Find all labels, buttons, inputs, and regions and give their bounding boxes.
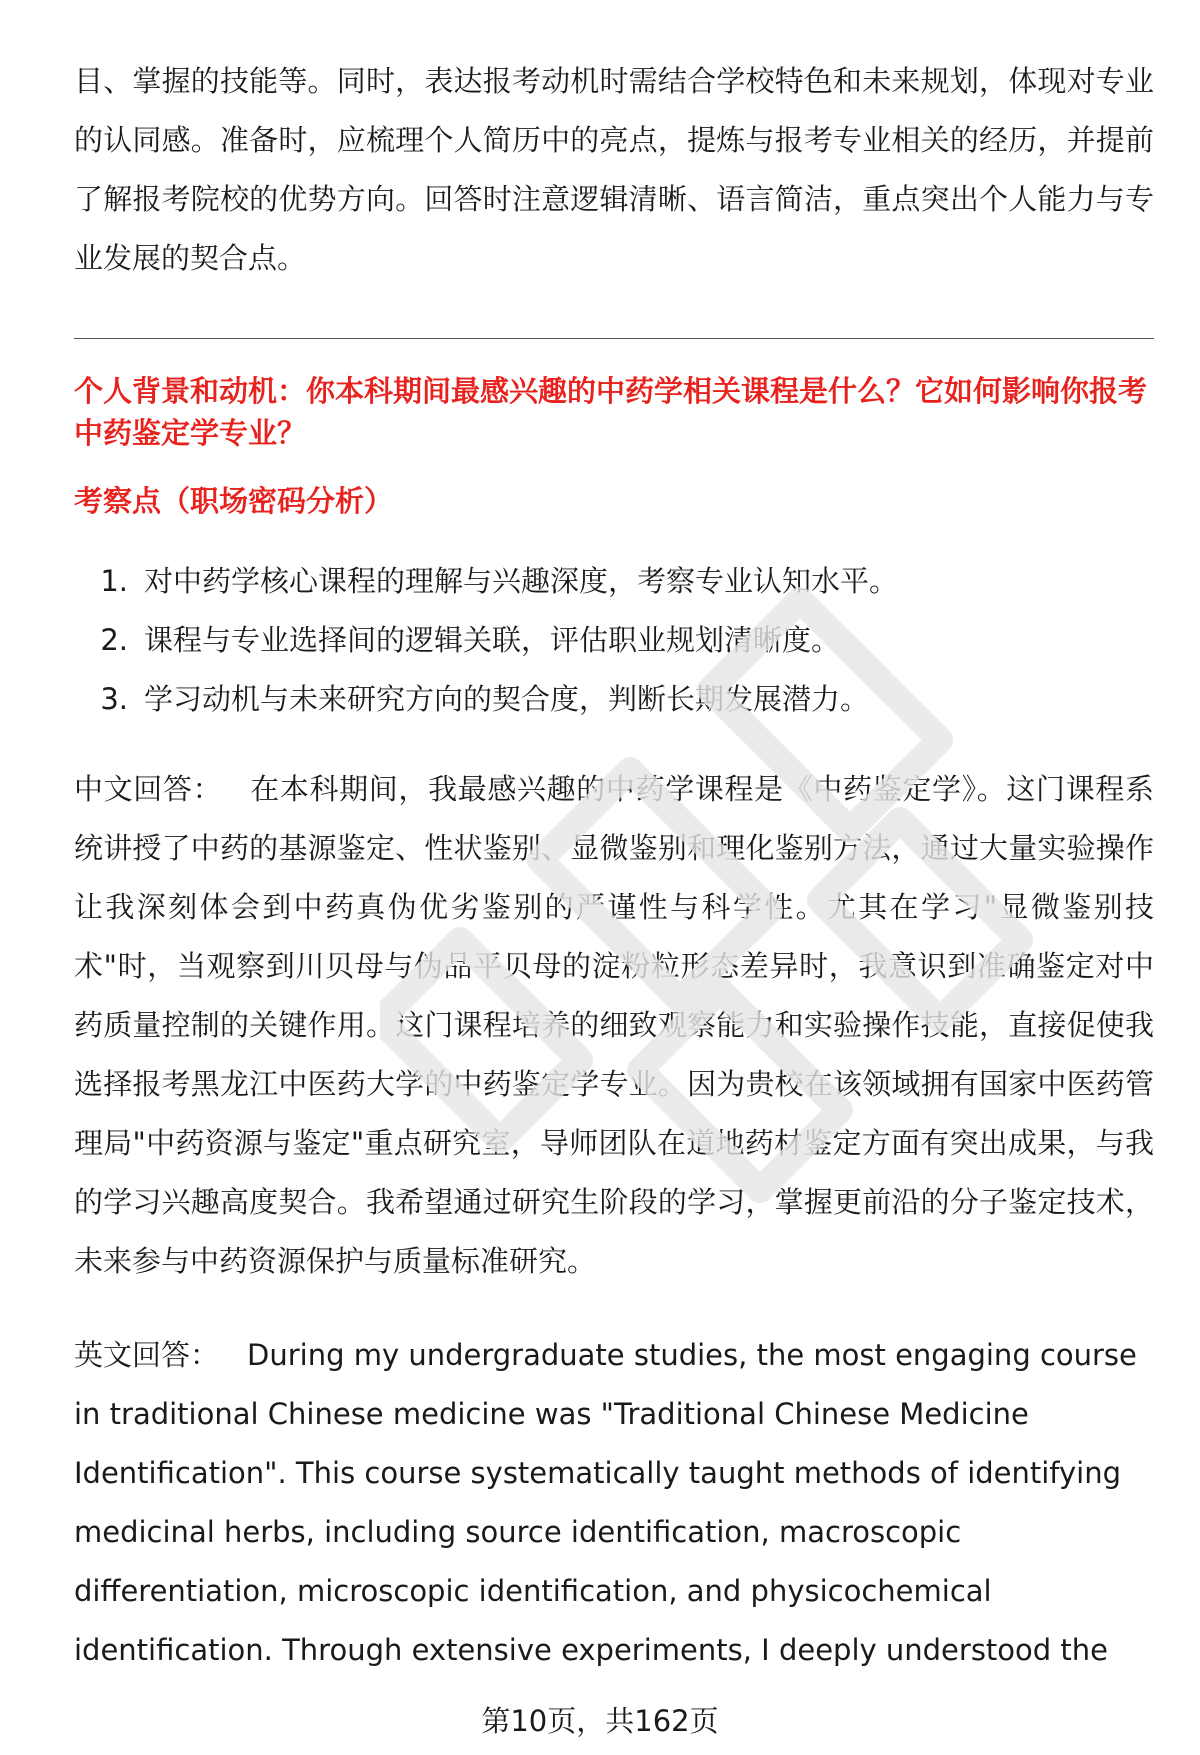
list-item-text: 学习动机与未来研究方向的契合度，判断长期发展潜力。 [144,682,870,716]
list-item-number: 2. [100,623,128,657]
document-page [74,0,1154,1755]
page-footer: 第10页，共162页 [481,1704,719,1738]
english-answer-text: During my undergraduate studies, the most engaging course in traditional Chinese medicine was "Traditional Chinese Medicine Identification". This course systematically taught methods of identifying medicinal herbs, including source identification, macroscopic differentiation, microscopic identification, and physicochemical identification. Through extensive experiments, I deeply understood the [74,1338,1137,1667]
list-item [74,611,1154,670]
section-divider [74,338,1154,339]
list-item-number: 1. [100,564,128,598]
list-item-text: 对中药学核心课程的理解与兴趣深度，考察专业认知水平。 [144,564,899,598]
english-answer [74,1326,1154,1680]
focus-points-list [74,552,1154,729]
list-item [74,670,1154,729]
list-item [74,552,1154,611]
focus-heading: 考察点（职场密码分析） [74,484,394,518]
question-title: 个人背景和动机：你本科期间最感兴趣的中药学相关课程是什么？它如何影响你报考中药鉴定学专业？ [74,374,1148,450]
chinese-answer-label: 中文回答： [74,772,223,806]
list-item-number: 3. [100,682,128,716]
chinese-answer-text: 在本科期间，我最感兴趣的中药学课程是《中药鉴定学》。这门课程系统讲授了中药的基源鉴定、性状鉴别、显微鉴别和理化鉴别方法，通过大量实验操作让我深刻体会到中药真伪优劣鉴别的严谨性与科学性。尤其在学习"显微鉴别技术"时，当观察到川贝母与伪品平贝母的淀粉粒形态差异时，我意识到准确鉴定对中药质量控制的关键作用。这门课程培养的细致观察能力和实验操作技能，直接促使我选择报考黑龙江中医药大学的中药鉴定学专业。因为贵校在该领域拥有国家中医药管理局"中药资源与鉴定"重点研究室，导师团队在道地药材鉴定方面有突出成果，与我的学习兴趣高度契合。我希望通过研究生阶段的学习，掌握更前沿的分子鉴定技术，未来参与中药资源保护与质量标准研究。 [74,772,1154,1278]
list-item-text: 课程与专业选择间的逻辑关联，评估职业规划清晰度。 [144,623,841,657]
intro-paragraph: 目、掌握的技能等。同时，表达报考动机时需结合学校特色和未来规划，体现对专业的认同感。准备时，应梳理个人简历中的亮点，提炼与报考专业相关的经历，并提前了解报考院校的优势方向。回答时注意逻辑清晰、语言简洁，重点突出个人能力与专业发展的契合点。 [74,64,1154,275]
english-answer-label: 英文回答： [74,1338,220,1372]
chinese-answer [74,760,1154,1291]
